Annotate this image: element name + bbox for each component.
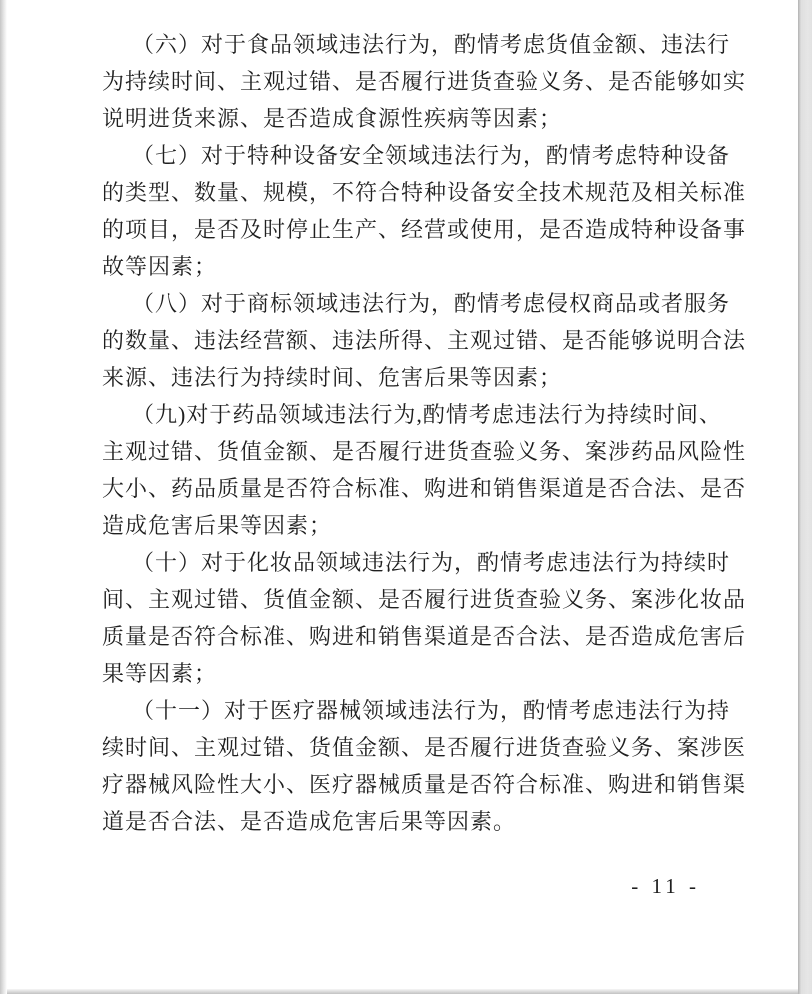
text-line: 果等因素；	[102, 661, 218, 686]
document-text-block	[102, 0, 747, 840]
paragraph-item-11	[102, 692, 747, 840]
text-line: 的项目，是否及时停止生产、经营或使用，是否造成特种设备事	[102, 217, 747, 242]
text-line: 故等因素；	[102, 254, 218, 279]
text-line: 续时间、主观过错、货值金额、是否履行进货查验义务、案涉医	[102, 735, 747, 760]
text-line: 的类型、数量、规模，不符合特种设备安全技术规范及相关标准	[102, 180, 747, 205]
text-line: 说明进货来源、是否造成食源性疾病等因素；	[102, 106, 563, 131]
text-line: 间、主观过错、货值金额、是否履行进货查验义务、案涉化妆品	[102, 587, 747, 612]
scan-edge-left	[0, 0, 7, 994]
scan-edge-right	[798, 0, 812, 994]
page-number: - 11 -	[631, 874, 700, 898]
text-line: （七）对于特种设备安全领域违法行为，酌情考虑特种设备	[132, 143, 731, 168]
paragraph-item-7	[102, 137, 747, 285]
text-line: （十一）对于医疗器械领域违法行为，酌情考虑违法行为持	[132, 698, 731, 723]
paragraph-item-8	[102, 285, 747, 396]
text-line: 造成危害后果等因素；	[102, 513, 333, 538]
text-line: 道是否合法、是否造成危害后果等因素。	[102, 809, 517, 834]
text-line: 质量是否符合标准、购进和销售渠道是否合法、是否造成危害后	[102, 624, 747, 649]
text-line: 为持续时间、主观过错、是否履行进货查验义务、是否能够如实	[102, 69, 747, 94]
text-line: （六）对于食品领域违法行为，酌情考虑货值金额、违法行	[132, 32, 731, 57]
paragraph-item-9	[102, 396, 747, 544]
text-line: （八）对于商标领域违法行为，酌情考虑侵权商品或者服务	[132, 291, 731, 316]
text-line: 的数量、违法经营额、违法所得、主观过错、是否能够说明合法	[102, 328, 747, 353]
text-line: 主观过错、货值金额、是否履行进货查验义务、案涉药品风险性	[102, 439, 747, 464]
text-line: （十）对于化妆品领域违法行为，酌情考虑违法行为持续时	[132, 550, 731, 575]
scan-edge-bottom	[0, 989, 812, 994]
text-line: 疗器械风险性大小、医疗器械质量是否符合标准、购进和销售渠	[102, 772, 747, 797]
text-line: （九)对于药品领域违法行为,酌情考虑违法行为持续时间、	[132, 402, 722, 427]
text-line: 来源、违法行为持续时间、危害后果等因素；	[102, 365, 563, 390]
text-line: 大小、药品质量是否符合标准、购进和销售渠道是否合法、是否	[102, 476, 747, 501]
paragraph-item-6	[102, 26, 747, 137]
paragraph-item-10	[102, 544, 747, 692]
